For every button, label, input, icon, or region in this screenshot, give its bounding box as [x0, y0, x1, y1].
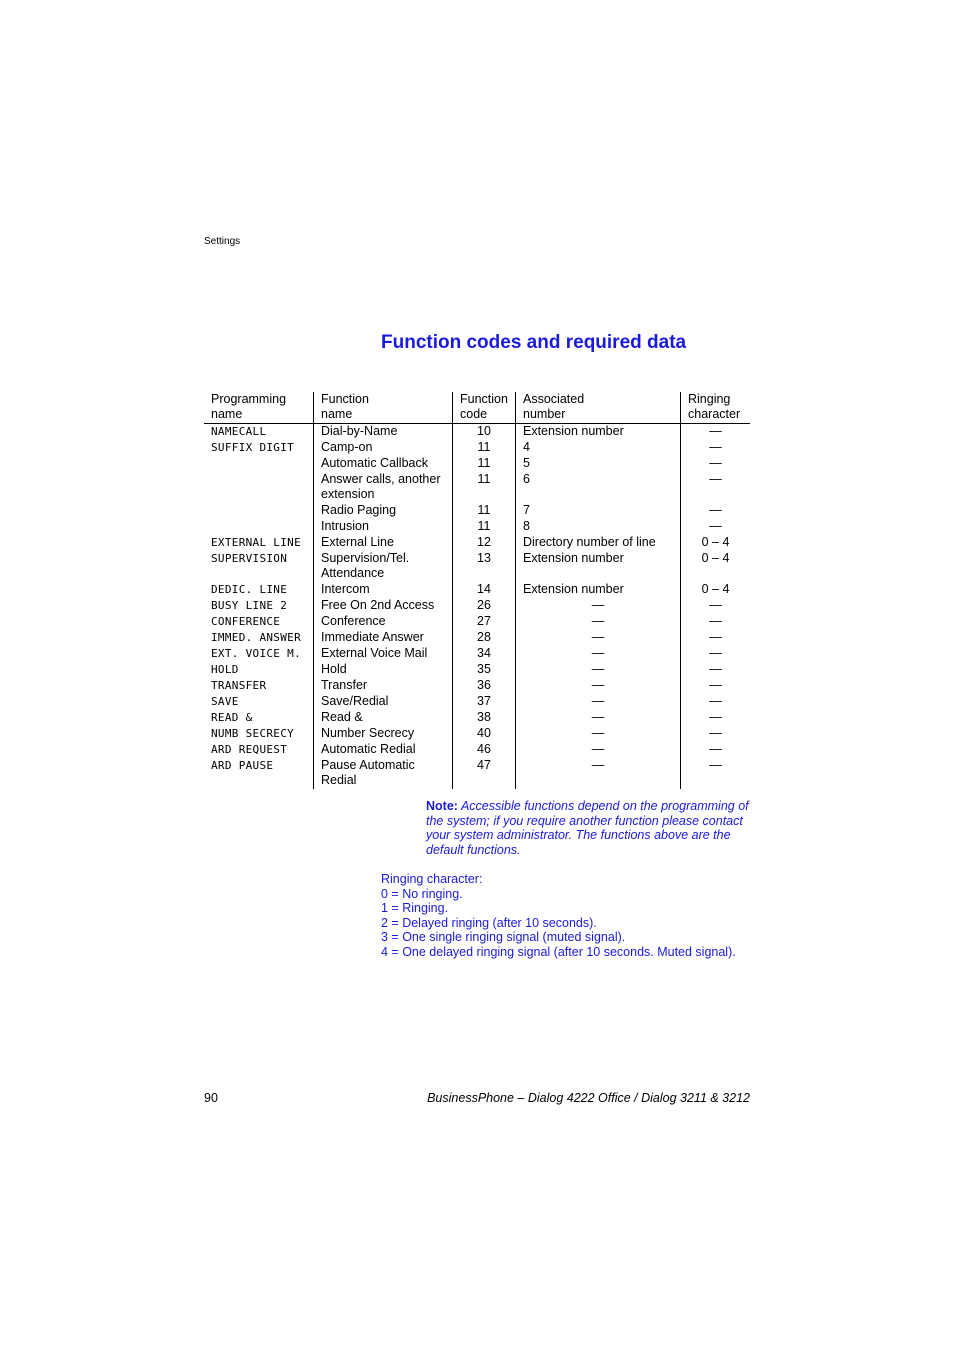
table-row	[204, 614, 750, 630]
cell-ringing-character: —	[681, 424, 751, 441]
cell-function-code: 13	[453, 551, 516, 582]
cell-function-code: 11	[453, 440, 516, 456]
cell-ringing-character: —	[681, 694, 751, 710]
header-line: code	[460, 407, 488, 421]
table-row	[204, 440, 750, 456]
cell-programming-name: SUPERVISION	[211, 552, 288, 565]
cell-associated-number: —	[516, 630, 681, 646]
table-row	[204, 456, 750, 472]
header-ringing-character	[681, 392, 751, 424]
cell-associated-number: —	[516, 742, 681, 758]
cell-associated-number: 4	[516, 440, 681, 456]
ringing-item: 1 = Ringing.	[381, 901, 449, 916]
cell-ringing-character: —	[681, 503, 751, 519]
cell-function-name: Transfer	[314, 678, 453, 694]
cell-ringing-character: 0 – 4	[681, 582, 751, 598]
cell-associated-number: Extension number	[516, 424, 681, 441]
cell-ringing-character: 0 – 4	[681, 535, 751, 551]
cell-associated-number: 8	[516, 519, 681, 535]
cell-programming-name: EXTERNAL LINE	[211, 536, 301, 549]
page-title: Function codes and required data	[381, 332, 687, 353]
header-associated-number	[516, 392, 681, 424]
cell-programming-name: EXT. VOICE M.	[211, 647, 301, 660]
cell-programming-name: READ &	[211, 711, 253, 724]
cell-programming-name: ARD REQUEST	[211, 743, 288, 756]
cell-function-code: 11	[453, 519, 516, 535]
cell-function-name: Free On 2nd Access	[314, 598, 453, 614]
cell-programming-name: SAVE	[211, 695, 239, 708]
cell-function-code: 12	[453, 535, 516, 551]
table-row	[204, 519, 750, 535]
cell-function-name: Intercom	[314, 582, 453, 598]
function-codes-table	[204, 392, 750, 789]
table-body	[204, 424, 750, 790]
cell-function-name: Save/Redial	[314, 694, 453, 710]
cell-ringing-character: —	[681, 630, 751, 646]
cell-programming-name: DEDIC. LINE	[211, 583, 288, 596]
cell-function-name: Camp-on	[314, 440, 453, 456]
table-row	[204, 503, 750, 519]
cell-function-name: Answer calls, another extension	[314, 472, 453, 503]
cell-function-code: 34	[453, 646, 516, 662]
table-row	[204, 758, 750, 789]
note-label: Note:	[426, 799, 458, 813]
ringing-item: 2 = Delayed ringing (after 10 seconds).	[381, 915, 597, 930]
cell-programming-name	[204, 519, 314, 535]
cell-function-name: Hold	[314, 662, 453, 678]
cell-function-code: 35	[453, 662, 516, 678]
cell-associated-number: —	[516, 646, 681, 662]
cell-function-code: 11	[453, 472, 516, 503]
cell-associated-number: Extension number	[516, 551, 681, 582]
cell-function-code: 38	[453, 710, 516, 726]
cell-ringing-character: —	[681, 662, 751, 678]
table-row	[204, 630, 750, 646]
cell-function-code: 11	[453, 456, 516, 472]
header-line: Programming	[211, 392, 287, 406]
cell-programming-name: NUMB SECRECY	[211, 727, 295, 740]
cell-programming-name: TRANSFER	[211, 679, 267, 692]
table-row	[204, 678, 750, 694]
cell-associated-number: —	[516, 614, 681, 630]
header-function-name	[314, 392, 453, 424]
note	[426, 799, 751, 858]
ringing-item: 3 = One single ringing signal (muted signal).	[381, 930, 626, 945]
cell-ringing-character: —	[681, 678, 751, 694]
cell-function-code: 14	[453, 582, 516, 598]
page-number: 90	[204, 1091, 218, 1105]
ringing-legend	[381, 872, 736, 960]
table-row	[204, 726, 750, 742]
cell-function-name: External Line	[314, 535, 453, 551]
cell-ringing-character: —	[681, 646, 751, 662]
header-line: Ringing	[688, 392, 731, 406]
cell-associated-number: —	[516, 710, 681, 726]
header-line: name	[211, 407, 243, 421]
cell-associated-number: —	[516, 758, 681, 789]
cell-function-name: Dial-by-Name	[314, 424, 453, 441]
cell-function-code: 46	[453, 742, 516, 758]
note-text: Accessible functions depend on the programming of the system; if you require another function please contact your system administrator. The functions above are the default functions.	[426, 799, 749, 858]
cell-ringing-character: —	[681, 519, 751, 535]
cell-ringing-character: —	[681, 726, 751, 742]
cell-programming-name: ARD PAUSE	[211, 759, 274, 772]
table-row	[204, 424, 750, 441]
ringing-item: 0 = No ringing.	[381, 886, 463, 901]
header-line: Function	[460, 392, 508, 406]
cell-associated-number: —	[516, 662, 681, 678]
cell-programming-name	[204, 472, 314, 503]
table-row	[204, 710, 750, 726]
cell-associated-number: —	[516, 678, 681, 694]
cell-function-code: 11	[453, 503, 516, 519]
cell-function-code: 28	[453, 630, 516, 646]
cell-function-name: Number Secrecy	[314, 726, 453, 742]
cell-programming-name: BUSY LINE 2	[211, 599, 288, 612]
cell-ringing-character: —	[681, 614, 751, 630]
cell-ringing-character: —	[681, 472, 751, 503]
table-row	[204, 694, 750, 710]
cell-programming-name: SUFFIX DIGIT	[211, 441, 295, 454]
cell-associated-number: 7	[516, 503, 681, 519]
cell-function-code: 47	[453, 758, 516, 789]
cell-ringing-character: 0 – 4	[681, 551, 751, 582]
cell-function-name: Automatic Redial	[314, 742, 453, 758]
cell-function-name: Radio Paging	[314, 503, 453, 519]
table-row	[204, 472, 750, 503]
cell-programming-name: IMMED. ANSWER	[211, 631, 301, 644]
cell-programming-name: NAMECALL	[211, 425, 267, 438]
cell-function-name: Automatic Callback	[314, 456, 453, 472]
cell-programming-name: CONFERENCE	[211, 615, 281, 628]
table-row	[204, 742, 750, 758]
header-line: Function	[321, 392, 369, 406]
table-row	[204, 535, 750, 551]
cell-associated-number: Directory number of line	[516, 535, 681, 551]
cell-function-name: Intrusion	[314, 519, 453, 535]
cell-function-code: 27	[453, 614, 516, 630]
cell-function-name: Conference	[314, 614, 453, 630]
cell-associated-number: 5	[516, 456, 681, 472]
footer-title: BusinessPhone – Dialog 4222 Office / Dialog 3211 & 3212	[427, 1091, 750, 1105]
cell-function-name: Immediate Answer	[314, 630, 453, 646]
table-row	[204, 662, 750, 678]
table-row	[204, 646, 750, 662]
header-line: Associated	[523, 392, 585, 406]
cell-associated-number: Extension number	[516, 582, 681, 598]
cell-function-code: 36	[453, 678, 516, 694]
ringing-heading: Ringing character:	[381, 872, 483, 886]
cell-programming-name	[204, 503, 314, 519]
cell-ringing-character: —	[681, 440, 751, 456]
cell-function-name: External Voice Mail	[314, 646, 453, 662]
ringing-item: 4 = One delayed ringing signal (after 10 seconds. Muted signal).	[381, 944, 736, 959]
cell-ringing-character: —	[681, 742, 751, 758]
header-line: name	[321, 407, 353, 421]
cell-function-name: Supervision/Tel. Attendance	[314, 551, 453, 582]
table-row	[204, 582, 750, 598]
cell-ringing-character: —	[681, 758, 751, 789]
cell-ringing-character: —	[681, 710, 751, 726]
header-line: character	[688, 407, 741, 421]
table-header-row	[204, 392, 750, 424]
cell-programming-name	[204, 456, 314, 472]
header-programming-name	[204, 392, 314, 424]
cell-associated-number: —	[516, 598, 681, 614]
cell-ringing-character: —	[681, 598, 751, 614]
cell-function-name: Read &	[314, 710, 453, 726]
table-row	[204, 551, 750, 582]
header-function-code	[453, 392, 516, 424]
cell-associated-number: —	[516, 694, 681, 710]
cell-programming-name: HOLD	[211, 663, 239, 676]
cell-function-code: 26	[453, 598, 516, 614]
cell-ringing-character: —	[681, 456, 751, 472]
section-label: Settings	[204, 236, 241, 247]
cell-function-code: 37	[453, 694, 516, 710]
cell-function-code: 40	[453, 726, 516, 742]
cell-associated-number: 6	[516, 472, 681, 503]
header-line: number	[523, 407, 566, 421]
cell-function-code: 10	[453, 424, 516, 441]
table-row	[204, 598, 750, 614]
cell-function-name: Pause Automatic Redial	[314, 758, 453, 789]
cell-associated-number: —	[516, 726, 681, 742]
